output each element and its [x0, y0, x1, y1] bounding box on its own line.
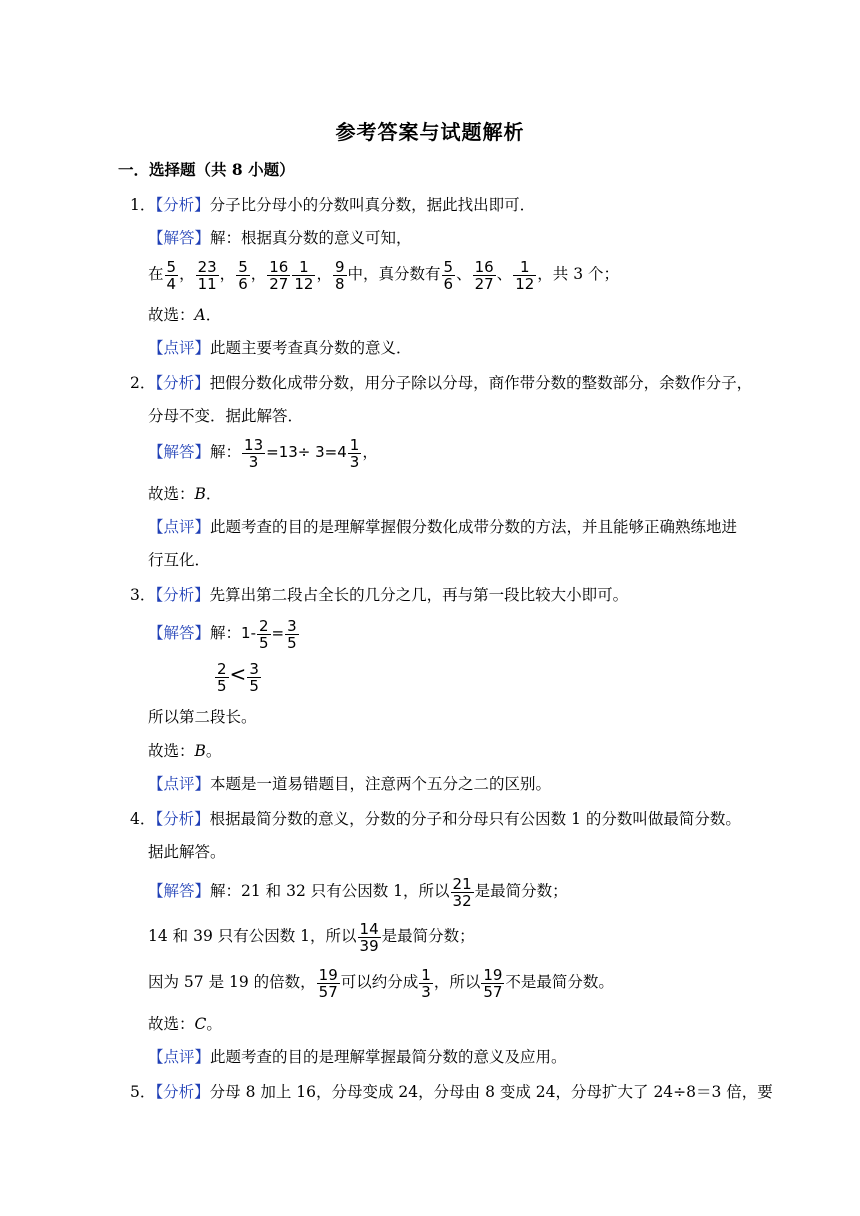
fraction: $\frac{2}{5}$ [217, 659, 227, 695]
q3-analysis: 3．【分析】先算出第二段占全长的几分之几，再与第一段比较大小即可。 [130, 586, 629, 604]
fraction: $\frac{14}{39}$ [359, 919, 379, 955]
q3-choice: 故选：B。 [148, 742, 222, 760]
analysis-tag: 【分析】 [155, 374, 210, 392]
q1-choice: 故选：A． [148, 306, 222, 324]
fraction: $\frac{23}{11}$ [197, 257, 217, 293]
q4-choice: 故选：C。 [148, 1015, 222, 1033]
comment-tag: 【点评】 [148, 1048, 211, 1066]
q1-analysis: 1．【分析】分子比分母小的分数叫真分数，据此找出即可． [130, 196, 536, 214]
q2-analysis-cont: 分母不变．据此解答． [148, 407, 304, 425]
solution-tag: 【解答】 [148, 882, 211, 900]
q4-solution-2: 14 和 39 只有公因数 1，所以 $\frac{14}{39}$ 是最简分数； [148, 919, 475, 955]
fraction: $\frac{1}{3}$ [421, 965, 431, 1001]
q4-analysis-cont: 据此解答。 [148, 843, 226, 861]
q4-solution-3: 因为 57 是 19 的倍数， $\frac{19}{57}$ 可以约分成 $\frac{1}{3}$ ，所以 $\frac{19}{57}$ 不是最简分数。 [148, 965, 614, 1001]
solution-tag: 【解答】 [148, 443, 211, 461]
fraction: $\frac{2}{5}$ [259, 616, 269, 652]
q3-comparison: $\frac{2}{5}$ < $\frac{3}{5}$ [217, 659, 259, 695]
q5-analysis: 5．【分析】分母 8 加上 16，分母变成 24，分母由 8 变成 24，分母扩大了 24÷8＝3 倍，要 [130, 1083, 773, 1101]
q3-conclusion: 所以第二段长。 [148, 708, 257, 726]
page-title: 参考答案与试题解析 [335, 120, 525, 144]
q2-solution: 【解答】解： $\frac{13}{3}$ =13÷ 3=4 $\frac{1}{3}$ ， [148, 435, 378, 471]
fraction: $\frac{16}{27}$ [474, 257, 494, 293]
analysis-tag: 【分析】 [155, 810, 210, 828]
comment-tag: 【点评】 [148, 518, 211, 536]
q1-comment: 【点评】此题主要考查真分数的意义． [148, 339, 412, 357]
analysis-tag: 【分析】 [155, 196, 210, 214]
comment-tag: 【点评】 [148, 339, 211, 357]
q1-solution-intro: 【解答】解：根据真分数的意义可知， [148, 229, 412, 247]
q4-comment: 【点评】此题考查的目的是理解掌握最简分数的意义及应用。 [148, 1048, 567, 1066]
q4-solution-1: 【解答】解：21 和 32 只有公因数 1，所以 $\frac{21}{32}$ 是最简分数； [148, 874, 568, 910]
solution-tag: 【解答】 [148, 229, 211, 247]
fraction: $\frac{9}{8}$ [334, 257, 345, 293]
fraction: $\frac{19}{57}$ [318, 965, 338, 1001]
fraction: $\frac{13}{3}$ [244, 435, 264, 471]
fraction: $\frac{1}{12}$ [294, 257, 314, 293]
comment-tag: 【点评】 [148, 775, 211, 793]
q1-number: 1． [130, 196, 156, 214]
analysis-tag: 【分析】 [155, 1083, 210, 1101]
q2-comment-cont: 行互化． [148, 551, 211, 569]
fraction: $\frac{1}{12}$ [515, 257, 535, 293]
fraction: $\frac{5}{4}$ [166, 257, 177, 293]
fraction: $\frac{1}{3}$ [349, 435, 360, 471]
fraction: $\frac{3}{5}$ [249, 659, 259, 695]
q3-comment: 【点评】本题是一道易错题目，注意两个五分之二的区别。 [148, 775, 552, 793]
fraction: $\frac{5}{6}$ [443, 257, 454, 293]
q2-analysis: 2．【分析】把假分数化成带分数，用分子除以分母，商作带分数的整数部分，余数作分子， [130, 374, 753, 392]
fraction: $\frac{19}{57}$ [483, 965, 503, 1001]
fraction: $\frac{21}{32}$ [452, 874, 472, 910]
q2-choice: 故选：B． [148, 485, 222, 503]
fraction: $\frac{5}{6}$ [238, 257, 248, 293]
analysis-tag: 【分析】 [155, 586, 210, 604]
q2-comment: 【点评】此题考查的目的是理解掌握假分数化成带分数的方法，并且能够正确熟练地进 [148, 518, 738, 536]
fraction: $\frac{16}{27}$ [269, 257, 289, 293]
q1-fraction-list: 在 $\frac{5}{4}$ ， $\frac{23}{11}$ ， $\frac{5}{6}$ ， $\frac{16}{27}$ $\frac{1}{12}$ ， $\frac{9}{8}$ 中，真分数有 $\frac{5}{6}$ 、 $\frac{16}{27}$ 、 $\frac{1}{12}$ ，共 3 个； [148, 257, 619, 293]
fraction: $\frac{3}{5}$ [287, 616, 297, 652]
q3-solution: 【解答】解：1- $\frac{2}{5}$ = $\frac{3}{5}$ [148, 616, 297, 652]
solution-tag: 【解答】 [148, 624, 211, 642]
q4-analysis: 4．【分析】根据最简分数的意义，分数的分子和分母只有公因数 1 的分数叫做最简分数。 [130, 810, 741, 828]
section-heading: 一．选择题（共 8 小题） [118, 160, 295, 179]
